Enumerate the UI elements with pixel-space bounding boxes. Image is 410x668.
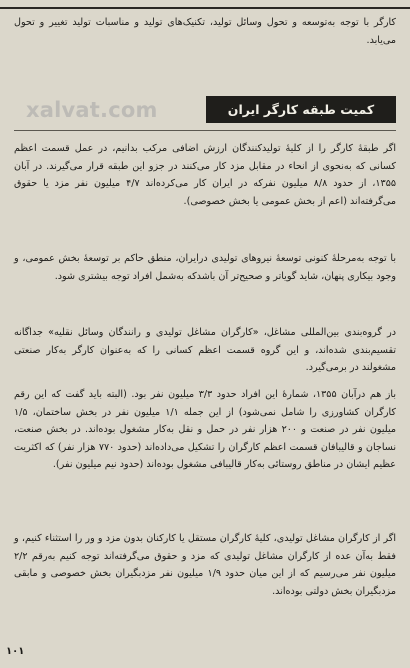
paragraph-text: با توجه به‌مرحلهٔ کنونی توسعهٔ نیروهای تولیدی درایران، منطق حاکم بر توسعهٔ بخش عمومی، و وجود بیکاری پنهان، شاید گویاتر و صحیح‌تر آن باشدکه به‌شمل افراد توجه بیشتری شود.: [14, 253, 396, 282]
page-number: ۱۰۱: [6, 646, 25, 657]
section-heading-text: کمیت طبقه کارگر ایران: [227, 102, 375, 117]
paragraph-2: [14, 250, 396, 285]
paragraph-5: [14, 530, 396, 600]
top-rule: [0, 7, 410, 9]
heading-rule: [14, 130, 396, 131]
intro-text: کارگر با توجه به‌توسعه و تحول وسائل تولید، تکنیک‌های تولید و مناسبات تولید تغییر و تحول می‌یابد.: [14, 17, 396, 46]
intro-paragraph: [14, 14, 396, 49]
watermark: xalvat.com: [26, 98, 158, 122]
paragraph-1: [14, 140, 396, 210]
paragraph-4: [14, 386, 396, 474]
paragraph-text: باز هم درآبان ۱۳۵۵، شمارهٔ این افراد حدود ۳/۳ میلیون نفر بود. (البته باید گفت که این رقم کارگران کشاورزی را شامل نمی‌شود) از این جمله ۱/۱ میلیون نفر در بخش ساختمان، ۱/۵ میلیون نفر در صنعت و ۲۰۰ هزار نفر در حمل و نقل به‌کار مشغول بوده‌اند. در بخش صنعت، نساجان و قالیبافان قسمت اعظم کارگران را تشکیل می‌داده‌اند (حدود ۷۷۰ هزار نفر) که اکثریت عظیم ایشان در مناطق روستائی به‌کار قالیبافی مشغول بوده‌اند (حدود نیم میلیون نفر).: [14, 389, 396, 471]
section-heading: [206, 96, 396, 123]
paragraph-text: در گروه‌بندی بین‌المللی مشاغل، «کارگران مشاغل تولیدی و رانندگان وسائل نقلیه» جداگانه تقسیم‌بندی شده‌اند، و این گروه قسمت اعظم کسانی را که به‌عنوان کارگر به‌کار صنعتی مشغولند در برمی‌گیرد.: [14, 327, 396, 374]
paragraph-3: [14, 324, 396, 377]
paragraph-text: اگر از کارگران مشاغل تولیدی، کلیهٔ کارگران مستقل یا کارکنان بدون مزد و ور را استثناء کنیم، و فقط به‌آن عده از کارگران مشاغل تولیدی که مزد و حقوق می‌گرفته‌اند توجه کنیم به‌رقم ۲/۲ میلیون نفر می‌رسیم که از این میان حدود ۱/۹ میلیون نفر مزدبگیران بخش خصوصی و مابقی مزدبگیران بخش دولتی بوده‌اند.: [14, 533, 397, 597]
paragraph-text: اگر طبقهٔ کارگر را از کلیهٔ تولیدکنندگان ارزش اضافی مرکب بدانیم، در عمل قسمت اعظم کسانی که به‌نحوی از انحاء در مقابل مزد کار می‌کنند در جزو این طبقه قرار می‌گیرند. در آبان ۱۳۵۵، از حدود ۸/۸ میلیون نفرکه در ایران کار می‌کرده‌اند ۴/۷ میلیون نفر مزد یا حقوق می‌گرفته‌اند (اعم از بخش عمومی یا بخش خصوصی).: [14, 143, 397, 207]
